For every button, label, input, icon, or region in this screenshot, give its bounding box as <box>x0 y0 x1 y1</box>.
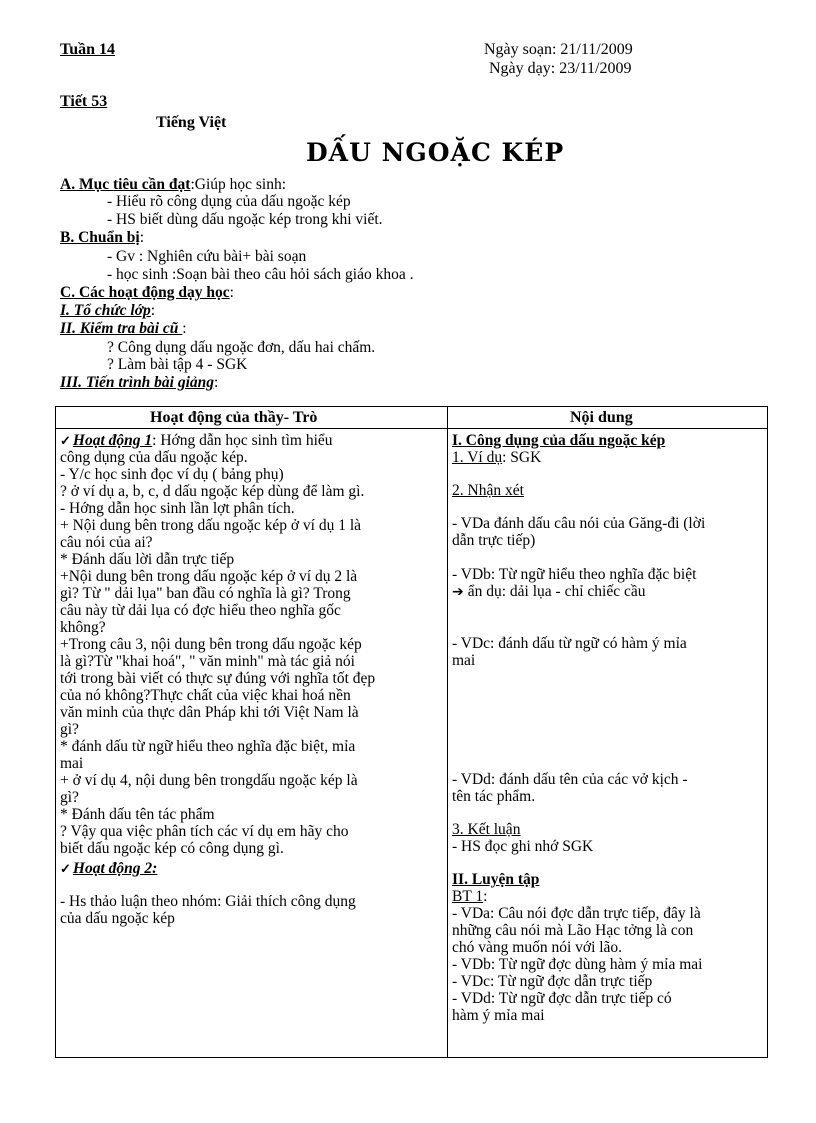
lesson-table <box>55 406 768 1058</box>
activity-line: gì? <box>60 721 79 738</box>
content-section-1: I. Công dụng của dấu ngoặc kép <box>452 432 666 449</box>
section-a-intro: :Giúp học sinh: <box>190 176 287 193</box>
activity-line: là gì?Từ "khai hoá", " văn minh" mà tác giả nói <box>60 653 355 670</box>
section-b-heading: B. Chuẩn bị <box>60 229 140 246</box>
note-text: ẩn dụ: dải lụa - chỉ chiếc cầu <box>467 583 646 600</box>
activity-1-label: Hoạt động 1 <box>72 432 153 449</box>
example-label: 1. Ví dụ <box>452 449 503 466</box>
practice-line: chó vàng muốn nói với lão. <box>452 939 623 956</box>
prep-date: Ngày soạn: 21/11/2009 <box>484 41 633 58</box>
arrow-right-icon: ➔ <box>452 584 464 600</box>
right-column-header: Nội dung <box>570 409 633 426</box>
section-b-item: - học sinh :Soạn bài theo câu hỏi sách giáo khoa . <box>107 266 414 283</box>
section-a <box>60 176 286 193</box>
sub3-colon: : <box>214 374 219 391</box>
activity-line: không? <box>60 619 106 636</box>
activity-line: mai <box>60 755 84 772</box>
example-value: : SGK <box>502 449 542 466</box>
activity-line: công dụng của dấu ngoặc kép. <box>60 449 248 466</box>
period-label: Tiết 53 <box>60 93 108 110</box>
column-divider <box>447 407 448 1057</box>
example-line <box>452 449 764 466</box>
checkmark-icon: ✓ <box>60 433 71 448</box>
practice-line: hàm ý mỉa mai <box>452 1007 545 1024</box>
activity-line: câu này từ dải lụa có đợc hiểu theo nghĩa gốc <box>60 602 341 619</box>
activity-line: ? Vậy qua việc phân tích các ví dụ em hãy cho <box>60 823 349 840</box>
analysis-label: 2. Nhận xét <box>452 482 524 499</box>
activity-line: +Trong câu 3, nội dung bên trong dấu ngoặc kép <box>60 636 362 653</box>
note-line: tên tác phẩm. <box>452 788 536 805</box>
practice-line: - VDa: Câu nói đợc dẫn trực tiếp, đây là <box>452 905 701 922</box>
practice-line: - VDc: Từ ngữ đợc dẫn trực tiếp <box>452 973 653 990</box>
exercise-colon: : <box>483 888 488 905</box>
exercise-label: BT 1 <box>452 888 484 905</box>
activity-line: +Nội dung bên trong dấu ngoặc kép ở ví dụ 2 là <box>60 568 358 585</box>
note-line: mai <box>452 652 476 669</box>
activity-line: ? ở ví dụ a, b, c, d dấu ngoặc kép dùng để làm gì. <box>60 483 365 500</box>
checkmark-icon: ✓ <box>60 861 71 876</box>
section-c-heading: C. Các hoạt động dạy học <box>60 284 230 301</box>
lesson-content <box>452 432 764 1024</box>
activity-line: + ở ví dụ 4, nội dung bên trongdấu ngoặc kép là <box>60 772 358 789</box>
activity-line: + Nội dung bên trong dấu ngoặc kép ở ví dụ 1 là <box>60 517 362 534</box>
section-a-item: - Hiểu rõ công dụng của dấu ngoặc kép <box>107 193 351 210</box>
activity-line: - Hớng dẫn học sinh lần lợt phân tích. <box>60 500 295 517</box>
section-a-heading: A. Mục tiêu cần đạt <box>60 176 191 193</box>
practice-line: - VDd: Từ ngữ đợc dẫn trực tiếp có <box>452 990 672 1007</box>
activity-2-line <box>60 860 444 877</box>
section-c-sub3 <box>60 374 218 391</box>
activity-line: * đánh dấu từ ngữ hiểu theo nghĩa đặc biệt, mỉa <box>60 738 356 755</box>
sub3-heading: III. Tiến trình bài giảng <box>60 374 215 391</box>
sub2-colon: : <box>182 320 187 337</box>
section-c-colon: : <box>229 284 234 301</box>
conclusion-text: - HS đọc ghi nhớ SGK <box>452 838 594 855</box>
activity-1-text: : Hớng dẫn học sinh tìm hiểu <box>152 432 333 449</box>
activity-2-label: Hoạt động 2: <box>72 860 158 877</box>
practice-line: - VDb: Từ ngữ đợc dùng hàm ý mỉa mai <box>452 956 703 973</box>
section-b-colon: : <box>139 229 145 246</box>
note-line: dẫn trực tiếp) <box>452 532 536 549</box>
review-question: ? Công dụng dấu ngoặc đơn, dấu hai chấm. <box>107 339 376 356</box>
note-line: - VDb: Từ ngữ hiểu theo nghĩa đặc biệt <box>452 566 697 583</box>
section-c-sub2 <box>60 320 187 337</box>
page-title: DẤU NGOẶC KÉP <box>306 138 565 167</box>
subject-label: Tiếng Việt <box>156 114 227 131</box>
activity-line: của nó không?Thực chất của việc khai hoá nền <box>60 687 351 704</box>
teacher-activities <box>60 432 444 927</box>
note-line: - VDc: đánh dấu từ ngữ có hàm ý mỉa <box>452 635 687 652</box>
practice-line: những câu nói mà Lão Hạc tởng là con <box>452 922 694 939</box>
activity-line: gì? Từ " dải lụa" ban đầu có nghĩa là gì? Trong <box>60 585 351 602</box>
sub1-colon: : <box>150 302 156 319</box>
section-a-item: - HS biết dùng dấu ngoặc kép trong khi viết. <box>107 211 383 228</box>
section-c <box>60 284 234 301</box>
sub2-heading: II. Kiểm tra bài cũ <box>60 320 183 337</box>
section-b-item: - Gv : Nghiên cứu bài+ bài soạn <box>107 248 307 265</box>
conclusion-label: 3. Kết luận <box>452 821 521 838</box>
content-section-2: II. Luyện tập <box>452 871 540 888</box>
activity-line: biết dấu ngoặc kép có công dụng gì. <box>60 840 284 857</box>
note-line: - VDd: đánh dấu tên của các vở kịch - <box>452 771 688 788</box>
sub1-heading: I. Tổ chức lớp <box>60 302 151 319</box>
activity-line: tới trong bài viết có thực sự đúng với nghĩa tốt đẹp <box>60 670 376 687</box>
teach-date: Ngày dạy: 23/11/2009 <box>489 60 632 77</box>
section-c-sub1 <box>60 302 155 319</box>
activity-line: * Đánh dấu tên tác phẩm <box>60 806 215 823</box>
review-question: ? Làm bài tập 4 - SGK <box>107 356 248 373</box>
activity-line: văn minh của thực dân Pháp khi tới Việt Nam là <box>60 704 359 721</box>
note-line: - VDa đánh dấu câu nói của Găng-đi (lời <box>452 515 706 532</box>
activity-1-line <box>60 432 444 449</box>
activity-line: * Đánh dấu lời dẫn trực tiếp <box>60 551 235 568</box>
activity-line: - Hs thảo luận theo nhóm: Giải thích công dụng <box>60 893 356 910</box>
activity-line: câu nói của ai? <box>60 534 153 551</box>
note-line <box>452 583 764 601</box>
section-b <box>60 229 144 246</box>
week-label: Tuần 14 <box>60 41 115 58</box>
activity-line: - Y/c học sinh đọc ví dụ ( bảng phụ) <box>60 466 284 483</box>
header-divider <box>56 428 767 429</box>
activity-line: gì? <box>60 789 79 806</box>
exercise-label-line <box>452 888 764 905</box>
activity-line: của dấu ngoặc kép <box>60 910 175 927</box>
left-column-header: Hoạt động của thầy- Trò <box>150 409 318 426</box>
